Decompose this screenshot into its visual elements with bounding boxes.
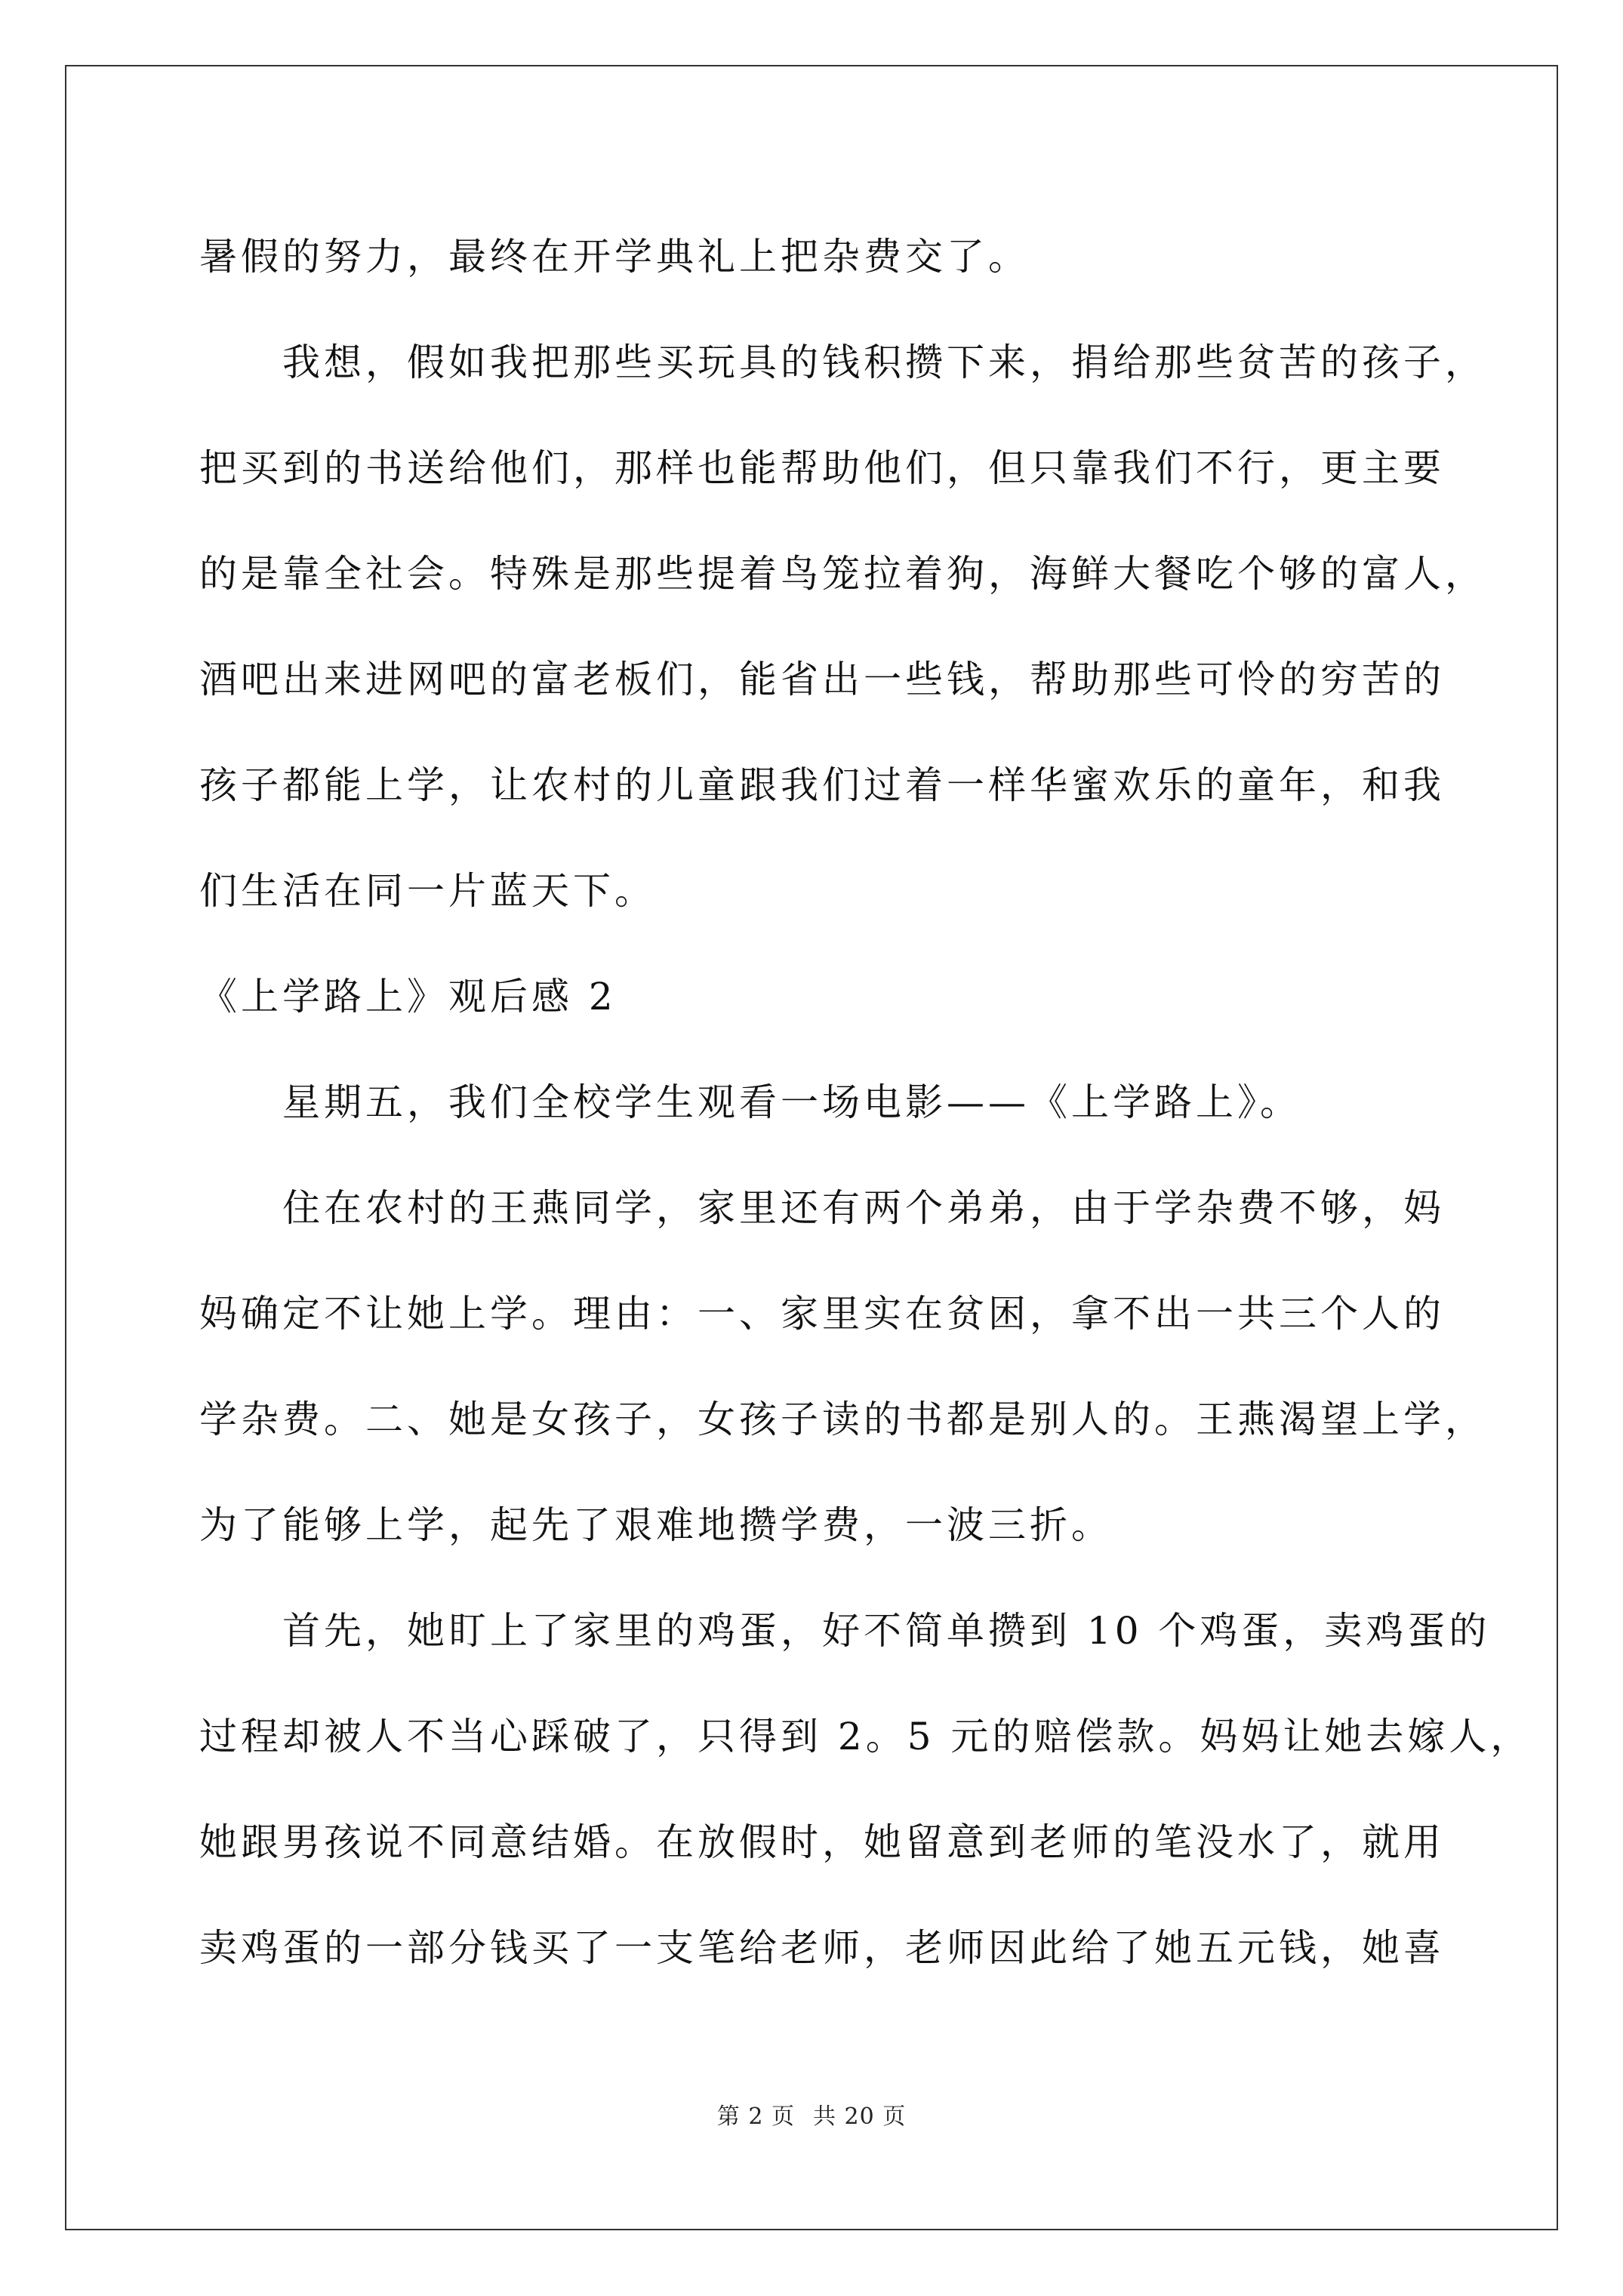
text-line: 为了能够上学，起先了艰难地攒学费，一波三折。 — [199, 1503, 1113, 1547]
text-line: 酒吧出来进网吧的富老板们，能省出一些钱，帮助那些可怜的穷苦的 — [199, 658, 1445, 701]
page-total: 共 20 页 — [812, 2103, 907, 2130]
text-line: 住在农村的王燕同学，家里还有两个弟弟，由于学杂费不够，妈 — [282, 1186, 1445, 1230]
section-heading: 《上学路上》观后感 2 — [199, 975, 617, 1019]
text-line: 把买到的书送给他们，那样也能帮助他们，但只靠我们不行，更主要 — [199, 446, 1445, 490]
text-line: 过程却被人不当心踩破了，只得到 2。5 元的赔偿款。妈妈让她去嫁人， — [199, 1715, 1532, 1758]
document-body — [199, 204, 1532, 2001]
text-line: 首先，她盯上了家里的鸡蛋，好不简单攒到 10 个鸡蛋，卖鸡蛋的 — [282, 1609, 1491, 1653]
page-number: 第 2 页 — [716, 2103, 795, 2130]
text-line: 妈确定不让她上学。理由：一、家里实在贫困，拿不出一共三个人的 — [199, 1292, 1445, 1336]
text-line: 卖鸡蛋的一部分钱买了一支笔给老师，老师因此给了她五元钱，她喜 — [199, 1926, 1445, 1970]
text-line: 我想，假如我把那些买玩具的钱积攒下来，捐给那些贫苦的孩子， — [282, 341, 1486, 384]
text-line: 学杂费。二、她是女孩子，女孩子读的书都是别人的。王燕渴望上学， — [199, 1398, 1486, 1441]
text-line: 的是靠全社会。特殊是那些提着鸟笼拉着狗，海鲜大餐吃个够的富人， — [199, 552, 1486, 596]
page-footer — [0, 2102, 1623, 2132]
text-line: 孩子都能上学，让农村的儿童跟我们过着一样华蜜欢乐的童年，和我 — [199, 763, 1445, 807]
text-line: 星期五，我们全校学生观看一场电影——《上学路上》。 — [282, 1080, 1301, 1124]
text-line: 们生活在同一片蓝天下。 — [199, 869, 656, 913]
text-line: 她跟男孩说不同意结婚。在放假时，她留意到老师的笔没水了，就用 — [199, 1820, 1445, 1864]
text-line: 暑假的努力，最终在开学典礼上把杂费交了。 — [199, 235, 1030, 279]
